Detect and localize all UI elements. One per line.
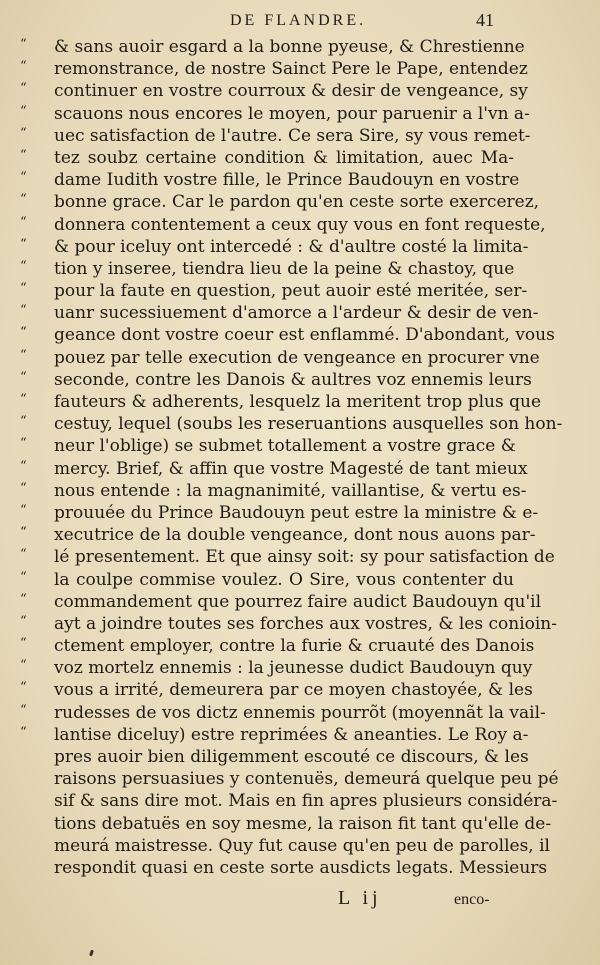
text-line [20,813,552,835]
line-text: commandement que pourrez faire audict Baudouyn qu'il [54,591,542,612]
line-text: la coulpe commise voulez. O Sire, vous contenter du [54,569,514,590]
quotation-marker: “ [20,281,27,297]
line-text: uec satisfaction de l'autre. Ce sera Sire, sy vous remet- [54,125,531,146]
text-line [20,258,515,280]
quotation-marker: “ [20,214,27,230]
text-line [20,214,546,236]
body-text [20,36,563,879]
line-text: neur l'oblige) se submet totallement a vostre grace & [54,436,516,457]
text-line [20,169,520,191]
text-line [20,103,530,125]
quotation-marker: “ [20,258,27,274]
quotation-marker: “ [20,724,27,740]
catchword: enco- [454,891,490,908]
line-text: xecutrice de la double vengeance, dont nous auons par- [54,525,536,546]
line-text: raisons persuasiues y contenuës, demeurá quelque peu pé [54,769,559,790]
text-line [20,569,514,591]
line-text: lantise diceluy) estre reprimées & aneanties. Le Roy a- [54,724,529,745]
quotation-marker: “ [20,613,27,629]
text-line [20,36,525,58]
line-text: pouez par telle execution de vengeance en procurer vne [54,347,540,368]
text-line [20,125,531,147]
text-line [20,58,528,80]
text-line [20,702,546,724]
line-text: dame Iudith vostre fille, le Prince Baudouyn en vostre [54,170,520,191]
line-text: tion y inseree, tiendra lieu de la peine & chastoy, que [54,258,515,279]
text-line [20,369,532,391]
text-line [20,191,540,213]
quotation-marker: “ [20,147,27,163]
text-line [20,613,557,635]
text-line [20,724,529,746]
line-text: lé presentement. Et que ainsy soit: sy pour satisfaction de [54,547,555,568]
page-number: 41 [476,10,494,30]
quotation-marker: “ [20,702,27,718]
quotation-marker: “ [20,125,27,141]
page-header [0,8,600,36]
line-text: remonstrance, de nostre Sainct Pere le Pape, entendez [54,59,528,80]
quotation-marker: “ [20,170,27,186]
line-text: prouuée du Prince Baudouyn peut estre la ministre & e- [54,502,539,523]
line-text: & pour iceluy ont intercedé : & d'aultre costé la limita- [54,236,529,257]
quotation-marker: “ [20,347,27,363]
quotation-marker: “ [20,525,27,541]
text-line [20,857,548,879]
line-text: cestuy, lequel (soubs les reseruantions ausquelles son hon- [54,414,563,435]
text-line [20,324,555,346]
line-text: & sans auoir esgard a la bonne pyeuse, & Chrestienne [54,37,525,57]
line-text: tions debatuës en soy mesme, la raison fit tant qu'elle de- [54,813,552,834]
line-text: scauons nous encores le moyen, pour paruenir a l'vn a- [54,103,530,124]
line-text: meurá maistresse. Quy fut cause qu'en peu de parolles, il [54,835,550,856]
line-text: rudesses de vos dictz ennemis pourrõt (moyennãt la vail- [54,702,546,723]
quotation-marker: “ [20,502,27,518]
text-line [20,835,550,857]
line-text: geance dont vostre coeur est enflammé. D'abondant, vous [54,325,555,346]
line-text: respondit quasi en ceste sorte ausdicts legats. Messieurs [54,857,548,878]
text-line [20,746,529,768]
line-text: continuer en vostre courroux & desir de vengeance, sy [54,81,528,102]
quotation-marker: “ [20,81,27,97]
line-text: bonne grace. Car le pardon qu'en ceste sorte exercerez, [54,192,540,213]
quotation-marker: “ [20,480,27,496]
quotation-marker: “ [20,569,27,585]
text-line [20,413,563,435]
quotation-marker: “ [20,236,27,252]
signature-mark: L ij [338,887,382,909]
quotation-marker: “ [20,103,27,119]
text-line [20,391,542,413]
line-text: pres auoir bien diligemment escouté ce discours, & les [54,747,529,767]
quotation-marker: “ [20,636,27,652]
quotation-marker: “ [20,325,27,341]
text-line [20,635,535,657]
quotation-marker: “ [20,414,27,430]
quotation-marker: “ [20,303,27,319]
line-text: pour la faute en question, peut auoir esté meritée, ser- [54,281,528,302]
text-line [20,790,558,812]
quotation-marker: “ [20,392,27,407]
line-text: voz mortelz ennemis : la jeunesse dudict Baudouyn quy [54,658,533,679]
line-text: sif & sans dire mot. Mais en fin apres plusieurs considéra- [54,791,558,812]
text-line [20,347,540,369]
line-text: mercy. Brief, & affin que vostre Magesté de tant mieux [54,458,528,479]
quotation-marker: “ [20,591,27,607]
line-text: donnera contentement a ceux quy vous en font requeste, [54,214,546,235]
line-text: ayt a joindre toutes ses forches aux vostres, & les conioin- [54,613,557,634]
line-text: seconde, contre les Danois & aultres voz ennemis leurs [54,369,532,390]
quotation-marker: “ [20,680,27,696]
text-line [20,679,533,701]
quotation-marker: “ [20,369,27,385]
text-line [20,657,533,679]
text-line [20,280,528,302]
text-line [20,147,514,169]
text-line [20,768,559,790]
line-text: ctement employer, contre la furie & cruauté des Danois [54,636,535,657]
quotation-marker: “ [20,59,27,75]
running-head: DE FLANDRE. [230,12,367,29]
quotation-marker: “ [20,547,27,563]
text-line [20,524,536,546]
ink-speck [89,950,94,957]
page-footer [0,887,600,917]
text-line [20,435,516,457]
quotation-marker: “ [20,658,27,674]
line-text: fauteurs & adherents, lesquelz la meritent trop plus que [54,392,542,412]
line-text: nous entende : la magnanimité, vaillantise, & vertu es- [54,480,527,501]
text-line [20,80,528,102]
line-text: vous a irrité, demeurera par ce moyen chastoyée, & les [54,680,533,701]
line-text: uanr sucessiuement d'amorce a l'ardeur & desir de ven- [54,303,539,324]
text-line [20,458,528,480]
text-line [20,546,555,568]
quotation-marker: “ [20,436,27,452]
text-line [20,591,542,613]
quotation-marker: “ [20,37,27,52]
text-line [20,502,539,524]
quotation-marker: “ [20,458,27,474]
line-text: tez soubz certaine condition & limitation, auec Ma- [54,147,514,168]
text-line [20,480,527,502]
quotation-marker: “ [20,192,27,208]
text-line [20,302,539,324]
text-line [20,236,529,258]
